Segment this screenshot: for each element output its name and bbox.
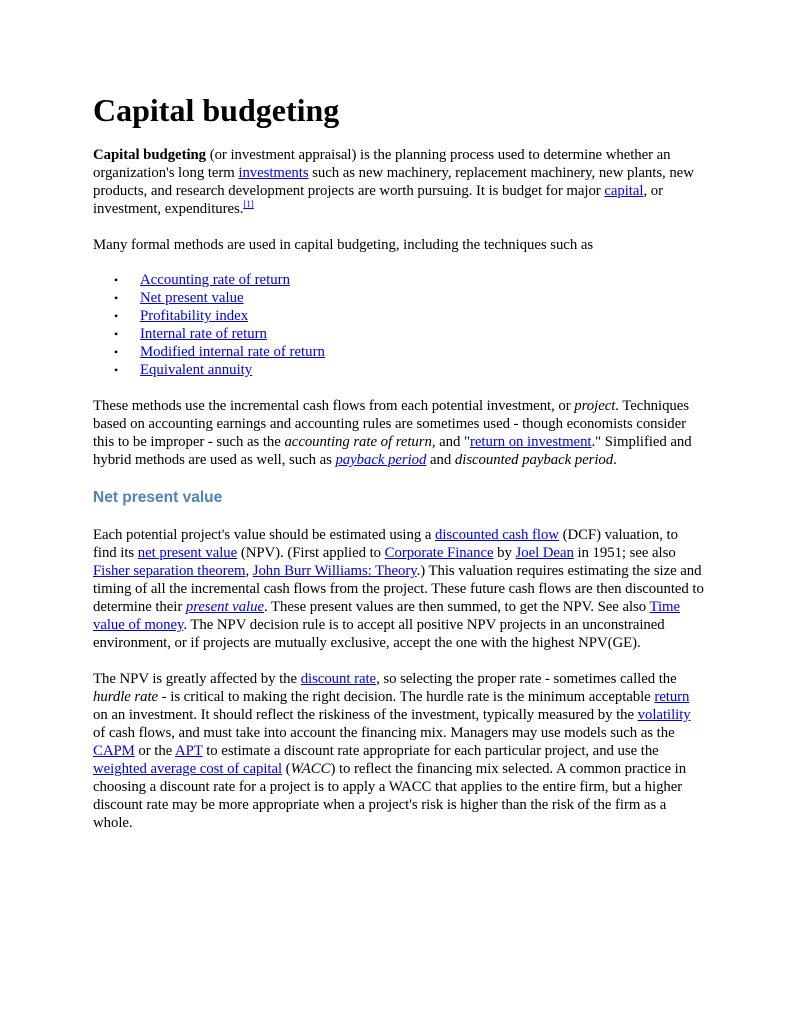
bullet-icon: • xyxy=(114,345,119,359)
methods-italic-project: project xyxy=(574,398,616,414)
npv2-text-6: or the xyxy=(134,743,176,759)
link-accounting-rate-of-return[interactable]: Accounting rate of return xyxy=(140,272,290,288)
list-item xyxy=(93,289,705,307)
bullet-icon: • xyxy=(114,363,119,377)
intro-text-3: , or investment, expenditures. xyxy=(93,183,663,217)
link-time-value-of-money[interactable]: Time value of money xyxy=(93,599,681,633)
link-net-present-value[interactable]: Net present value xyxy=(140,290,244,306)
methods-text-2: . Techniques based on accounting earnings and accounting rules are sometimes used - though economists consider this to be improper - such as the xyxy=(93,398,689,450)
methods-text-5: and xyxy=(426,452,455,468)
methods-text-6: . xyxy=(613,452,617,468)
npv2-text-1: The NPV is greatly affected by the xyxy=(93,671,301,687)
link-profitability-index[interactable]: Profitability index xyxy=(140,308,249,324)
methods-text-1: These methods use the incremental cash flows from each potential investment, or xyxy=(93,398,575,414)
reference-1-link[interactable]: [1] xyxy=(243,199,254,210)
npv-paragraph-1 xyxy=(93,526,705,652)
link-capm[interactable]: CAPM xyxy=(93,743,135,759)
link-modified-internal-rate-of-return[interactable]: Modified internal rate of return xyxy=(140,344,325,360)
link-volatility[interactable]: volatility xyxy=(637,707,691,723)
bullet-icon: • xyxy=(114,327,119,341)
npv1-text-6: , xyxy=(245,563,253,579)
npv1-text-8: . These present values are then summed, to get the NPV. See also xyxy=(263,599,650,615)
npv2-text-7: to estimate a discount rate appropriate for each particular project, and use the xyxy=(202,743,659,759)
link-return[interactable]: return xyxy=(654,689,690,705)
link-investments[interactable]: investments xyxy=(238,165,309,181)
list-item xyxy=(93,271,705,289)
methods-italic-arr: accounting rate of return, xyxy=(284,434,436,450)
list-item xyxy=(93,325,705,343)
npv-paragraph-2 xyxy=(93,670,705,832)
link-payback-period[interactable]: payback period xyxy=(335,452,427,468)
npv1-text-9: . The NPV decision rule is to accept all positive NPV projects in an unconstrained environment, or if projects are mutually exclusive, accept the one with the highest NPV(GE). xyxy=(93,617,665,651)
methods-text-4: ." Simplified and hybrid methods are used as well, such as xyxy=(93,434,692,468)
list-item xyxy=(93,361,705,379)
npv2-text-3: - is critical to making the right decision. The hurdle rate is the minimum acceptable xyxy=(158,689,655,705)
link-net-present-value-inline[interactable]: net present value xyxy=(137,545,238,561)
npv1-text-7: .) This valuation requires estimating the size and timing of all the incremental cash flows from the project. These future cash flows are then discounted to determine their xyxy=(93,563,704,615)
section-heading-npv: Net present value xyxy=(93,489,223,506)
link-return-on-investment[interactable]: return on investment xyxy=(470,434,592,450)
link-capital[interactable]: capital xyxy=(604,183,644,199)
link-discounted-cash-flow[interactable]: discounted cash flow xyxy=(435,527,559,543)
npv2-text-8: ( xyxy=(282,761,291,777)
methods-text-3: and " xyxy=(435,434,471,450)
page-title: Capital budgeting xyxy=(93,92,340,128)
bullet-icon: • xyxy=(114,309,119,323)
intro-bold-term: Capital budgeting xyxy=(93,147,207,163)
link-present-value[interactable]: present value xyxy=(185,599,264,615)
link-fisher-separation-theorem[interactable]: Fisher separation theorem xyxy=(93,563,246,579)
link-equivalent-annuity[interactable]: Equivalent annuity xyxy=(140,362,253,378)
bullet-icon: • xyxy=(114,291,119,305)
list-item xyxy=(93,307,705,325)
link-internal-rate-of-return[interactable]: Internal rate of return xyxy=(140,326,267,342)
link-wacc[interactable]: weighted average cost of capital xyxy=(93,761,283,777)
intro-text-1: (or investment appraisal) is the planning process used to determine whether an organization's long term xyxy=(93,147,671,181)
link-corporate-finance[interactable]: Corporate Finance xyxy=(384,545,494,561)
intro-paragraph xyxy=(93,146,705,218)
npv1-text-5: in 1951; see also xyxy=(573,545,676,561)
npv2-text-9: ) to reflect the financing mix selected. A common practice in choosing a discount rate for a project is to apply a WACC that applies to the entire firm, but a higher discount rate may be more appropriate when a project's risk is higher than the risk of the firm as a whole. xyxy=(93,761,687,831)
npv2-italic-hurdle-rate: hurdle rate xyxy=(93,689,159,705)
npv2-text-5: of cash flows, and must take into account the financing mix. Managers may use models such as the xyxy=(93,725,675,741)
npv2-text-4: on an investment. It should reflect the riskiness of the investment, typically measured by the xyxy=(93,707,638,723)
document-page xyxy=(93,88,705,832)
methods-italic-dpp: discounted payback period xyxy=(454,452,614,468)
intro-text-2: such as new machinery, replacement machinery, new plants, new products, and research development projects are worth pursuing. It is budget for major xyxy=(93,165,694,199)
link-apt[interactable]: APT xyxy=(175,743,203,759)
npv1-text-1: Each potential project's value should be estimated using a xyxy=(93,527,436,543)
methods-paragraph xyxy=(93,397,705,469)
methods-list xyxy=(93,271,705,379)
methods-intro: Many formal methods are used in capital budgeting, including the techniques such as xyxy=(93,237,594,253)
link-joel-dean[interactable]: Joel Dean xyxy=(515,545,574,561)
npv1-text-4: by xyxy=(493,545,516,561)
npv2-text-2: , so selecting the proper rate - sometimes called the xyxy=(376,671,677,687)
list-item xyxy=(93,343,705,361)
bullet-icon: • xyxy=(114,273,119,287)
npv1-text-2: (DCF) valuation, to find its xyxy=(93,527,678,561)
npv2-italic-wacc: WACC xyxy=(290,761,331,777)
npv1-text-3: (NPV). (First applied to xyxy=(237,545,385,561)
link-discount-rate[interactable]: discount rate xyxy=(300,671,377,687)
link-john-burr-williams[interactable]: John Burr Williams: Theory xyxy=(252,563,417,579)
